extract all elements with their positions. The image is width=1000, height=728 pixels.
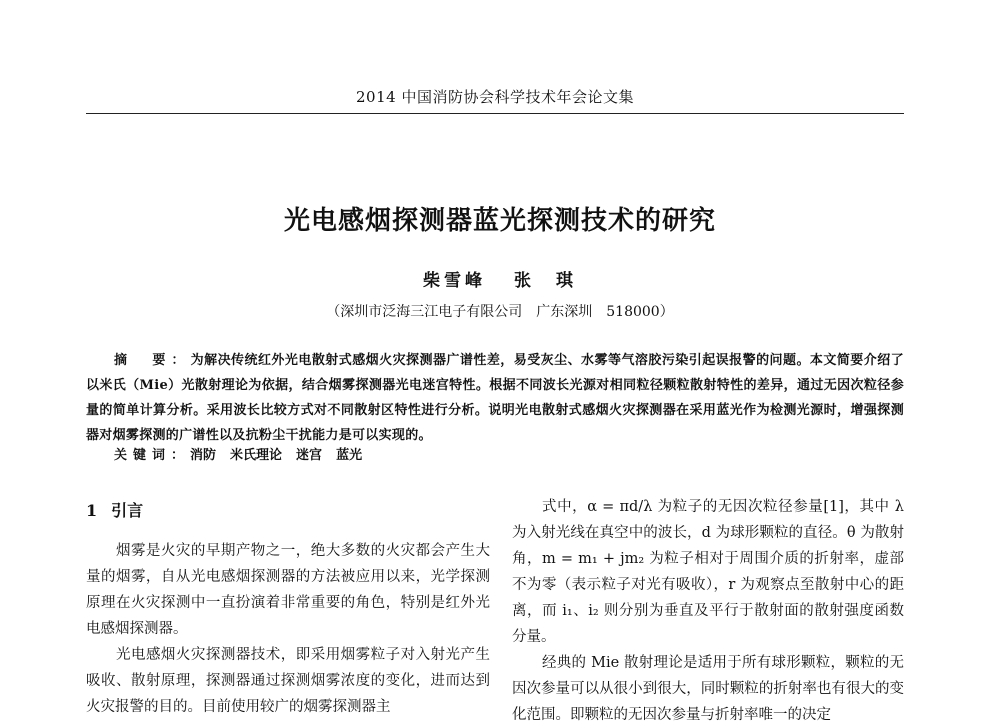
keyword: 迷宫: [296, 448, 323, 463]
keyword: 消防: [190, 448, 217, 463]
abstract-text: 为解决传统红外光电散射式感烟火灾探测器广谱性差，易受灰尘、水雾等气溶胶污染引起误报警的问题。本文简要介绍了以米氏（Mie）光散射理论为依据，结合烟雾探测器光电迷宫特性。根据不同波长光源对相同粒径颗粒散射特性的差异，通过无因次粒径参量的简单计算分析。采用波长比较方式对不同散射区特性进行分析。说明光电散射式感烟火灾探测器在采用蓝光作为检测光源时，增强探测器对烟雾探测的广谱性以及抗粉尘干扰能力是可以实现的。: [86, 353, 904, 443]
author-list: [0, 266, 1000, 291]
abstract-label: 摘 要：: [114, 353, 191, 368]
section-number: 1: [86, 501, 98, 520]
body-paragraph: 烟雾是火灾的早期产物之一，绝大多数的火灾都会产生大量的烟雾，自从光电感烟探测器的方法被应用以来，光学探测原理在火灾探测中一直扮演着非常重要的角色，特别是红外光电感烟探测器。: [86, 543, 490, 637]
running-header: 2014 中国消防协会科学技术年会论文集: [356, 88, 634, 106]
keyword: 米氏理论: [230, 448, 283, 463]
affiliation: （深圳市泛海三江电子有限公司 广东深圳 518000）: [326, 304, 674, 320]
left-column: [86, 494, 490, 720]
right-column: [512, 494, 904, 728]
paper-title: 光电感烟探测器蓝光探测技术的研究: [283, 206, 716, 236]
body-paragraph: 经典的 Mie 散射理论是适用于所有球形颗粒，颗粒的无因次参量可以从很小到很大，同时颗粒的折射率也有很大的变化范围。即颗粒的无因次参量与折射率唯一的决定: [512, 655, 904, 723]
body-paragraph: 光电感烟火灾探测器技术，即采用烟雾粒子对入射光产生吸收、散射原理，探测器通过探测烟雾浓度的变化，进而达到火灾报警的目的。目前使用较广的烟雾探测器主: [86, 647, 490, 715]
section-heading: [86, 498, 490, 524]
author-name: 柴雪峰: [423, 271, 486, 291]
abstract: [86, 348, 904, 448]
keyword: 蓝光: [336, 448, 363, 463]
keywords: [114, 444, 904, 463]
section-title: 引言: [111, 501, 144, 520]
body-paragraph: 式中，α = πd/λ 为粒子的无因次粒径参量[1]，其中 λ 为入射光线在真空中的波长，d 为球形颗粒的直径。θ 为散射角，m = m₁ + jm₂ 为粒子相对于周围介质的折射率，虚部不为零（表示粒子对光有吸收），r 为观察点至散射中心的距离，而 i₁、i₂ 则分别为垂直及平行于散射面的散射强度函数分量。: [512, 499, 904, 645]
header-rule: [86, 113, 904, 114]
keywords-label: 关键词：: [114, 448, 191, 463]
author-name: 张 琪: [514, 271, 577, 291]
